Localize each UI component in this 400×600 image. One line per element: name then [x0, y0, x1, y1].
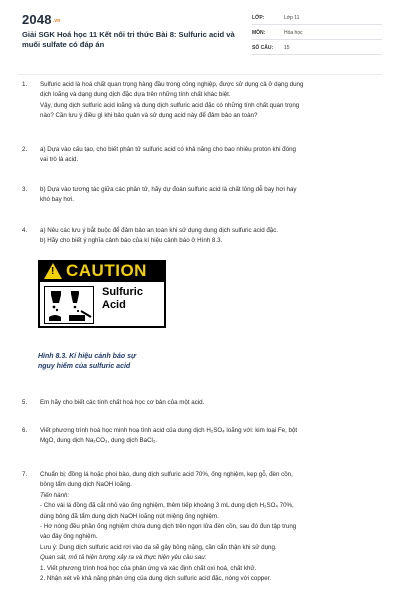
logo-sub: .vn [52, 17, 61, 24]
question-body [40, 226, 385, 247]
question-line: vào đáy ống nghiệm. [40, 533, 98, 541]
question-line: Sulfuric acid là hoá chất quan trọng hàng đầu trong công nghiệp, được sử dụng cả ở dạng dung [40, 81, 304, 88]
corrosive-hazard-icon [44, 286, 94, 324]
question-number: 2. [22, 146, 28, 153]
question-number: 3. [22, 186, 28, 193]
question-line: a) Nêu các lưu ý bắt buộc để đảm bảo an toàn khi sử dụng dung dịch sulfuric acid đặc. [40, 227, 279, 234]
meta-value: 15 [284, 45, 290, 51]
caution-label [102, 286, 143, 312]
caution-banner [38, 260, 166, 282]
meta-value: Lớp 11 [284, 15, 300, 21]
question-line: Chuẩn bị: đồng lá hoặc phoi bào, dung dịch sulfuric acid 70%, ống nghiệm, kẹp gỗ, đèn cồn, [40, 471, 293, 478]
document-title: Giải SGK Hoá học 11 Kết nối tri thức Bài 8: Sulfuric acid và muối sulfate có đáp án [22, 30, 235, 49]
question-line: Em hãy cho biết các tính chất hoá học cơ bản của một acid. [40, 399, 205, 406]
question-line: b) Hãy cho biết ý nghĩa cảnh báo của kí hiệu cảnh báo ở Hình 8.3. [40, 237, 223, 245]
question-line: bông tẩm dung dịch NaOH loãng. [40, 481, 132, 489]
question-line: - Hơ nóng đều phần ống nghiệm chứa dung dịch trên ngọn lửa đèn cồn, sau đó đun tập trung [40, 523, 297, 531]
question-line: - Cho vài lá đồng đã cắt nhỏ vào ống nghiệm, thêm tiếp khoảng 3 mL dung dịch H₂SO₄ 70%, [40, 502, 294, 510]
question-body [40, 426, 385, 447]
question-body [40, 470, 385, 584]
question-line: a) Dựa vào cấu tạo, cho biết phân tử sulfuric acid có khả năng cho bao nhiêu proton khi đóng [40, 146, 296, 153]
question-line: dịch loãng và dạng dung dịch đặc dựa trên những tính chất khác biệt. [40, 91, 231, 99]
meta-class-row [252, 12, 382, 25]
header-divider [18, 74, 382, 75]
warning-triangle-icon: ! [44, 263, 62, 279]
question-line: Quan sát, mô tả hiện tượng xảy ra và thực hiện yêu cầu sau: [40, 554, 207, 562]
caution-body [38, 282, 166, 328]
question-line: nào? Cần lưu ý điều gì khi bảo quản và sử dụng acid này để đảm bảo an toàn? [40, 112, 258, 120]
question-line: 2. Nhận xét về khả năng phản ứng của dung dịch sulfuric acid đặc, nóng với copper. [40, 575, 272, 583]
question-number: 7. [22, 471, 28, 478]
question-line: Vậy, dung dịch sulfuric acid loãng và dung dịch sulfuric acid đặc có những tính chất quan trọng [40, 101, 300, 109]
meta-panel [252, 12, 382, 57]
question-line: vai trò là acid. [40, 156, 79, 164]
question-body [40, 80, 385, 122]
site-logo[interactable] [22, 12, 61, 27]
question-body [40, 145, 385, 166]
question-body [40, 398, 385, 408]
question-number: 6. [22, 427, 28, 434]
question-line: 1. Viết phương trình hoá học của phản ứng và xác định chất oxi hoá, chất khử. [40, 564, 257, 572]
question-line: b) Dựa vào tương tác giữa các phân tử, hãy dự đoán sulfuric acid là chất lỏng dễ bay hơi hay [40, 186, 297, 193]
question-number: 4. [22, 227, 28, 234]
question-line: Lưu ý: Dung dịch sulfuric acid rơi vào da sẽ gây bỏng nặng, cần cẩn thận khi sử dụng. [40, 543, 277, 551]
meta-key: MÔN: [252, 30, 266, 36]
figure-caption [38, 352, 198, 372]
meta-value: Hóa học [284, 30, 303, 36]
caution-label-line: Acid [102, 299, 126, 311]
caution-figure [38, 260, 166, 348]
question-line: Viết phương trình hoá học minh hoạ tính acid của dung dịch H₂SO₄ loãng với: kim loại Fe, bột [40, 427, 298, 434]
question-line: khó bay hơi. [40, 196, 74, 204]
caption-line: Hình 8.3. Kí hiệu cảnh báo sự [38, 353, 136, 360]
meta-subject-row [252, 27, 382, 40]
question-line: MgO, dung dịch Na₂CO₃, dung dịch BaCl₂. [40, 437, 158, 445]
question-line: Tiến hành: [40, 491, 70, 499]
question-line: dùng bông đã tẩm dung dịch NaOH loãng nút miệng ống nghiệm. [40, 512, 219, 520]
caution-word: CAUTION [66, 261, 147, 280]
page-header [0, 0, 400, 70]
caution-label-line: Sulfuric [102, 286, 143, 298]
logo-main: 2048 [22, 12, 52, 27]
meta-key: LỚP: [252, 15, 265, 21]
question-body [40, 185, 385, 206]
meta-key: SỐ CÂU: [252, 45, 274, 51]
question-number: 5. [22, 399, 28, 406]
meta-count-row [252, 42, 382, 55]
question-number: 1. [22, 81, 28, 88]
caption-line: nguy hiểm của sulfuric acid [38, 363, 131, 370]
